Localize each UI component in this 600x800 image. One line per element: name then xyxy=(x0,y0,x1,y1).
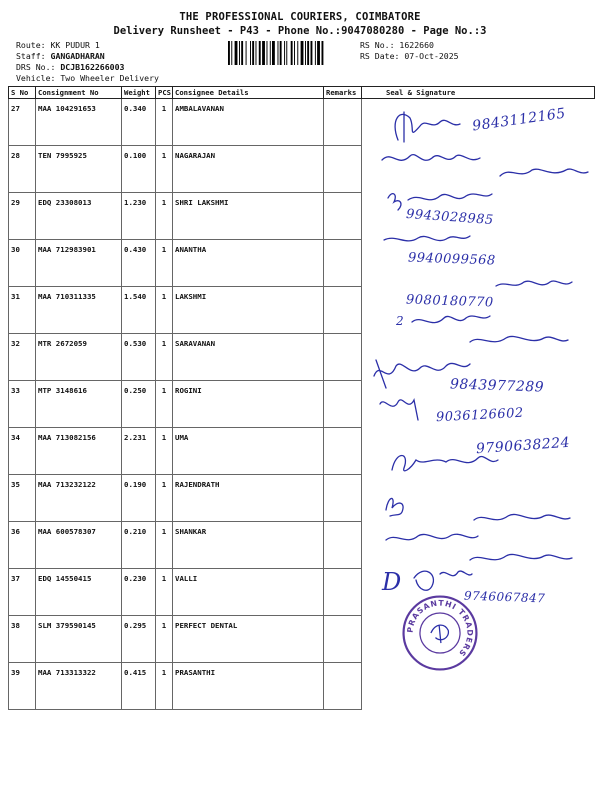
cell-pcs: 1 xyxy=(156,146,173,193)
route-label: Route: KK PUDUR 1 xyxy=(16,40,100,50)
barcode-bar xyxy=(241,41,243,65)
cell-consignment: MAA 712983901 xyxy=(36,240,122,287)
cell-pcs: 1 xyxy=(156,663,173,710)
barcode-bar xyxy=(250,41,251,65)
cell-sno: 31 xyxy=(9,287,36,334)
table-row xyxy=(9,522,595,569)
handwritten-s38-mark: D xyxy=(382,568,402,596)
cell-remarks xyxy=(324,240,362,287)
barcode-bar xyxy=(235,41,238,65)
cell-consignment: EDQ 14550415 xyxy=(36,569,122,616)
drs-line xyxy=(16,62,124,73)
drs-label: DRS No.: xyxy=(16,62,61,72)
barcode-bar xyxy=(280,41,282,65)
cell-pcs: 1 xyxy=(156,334,173,381)
cell-weight: 0.210 xyxy=(122,522,156,569)
cell-weight: 2.231 xyxy=(122,428,156,475)
cell-signature xyxy=(362,475,595,522)
table-row xyxy=(9,616,595,663)
cell-sno: 36 xyxy=(9,522,36,569)
cell-sno: 34 xyxy=(9,428,36,475)
cell-sno: 28 xyxy=(9,146,36,193)
barcode-bar xyxy=(311,41,313,65)
cell-sno: 35 xyxy=(9,475,36,522)
cell-remarks xyxy=(324,522,362,569)
cell-consignment: MAA 713232122 xyxy=(36,475,122,522)
col-header-sno: S No xyxy=(9,87,36,99)
col-header-consignee: Consignee Details xyxy=(173,87,324,99)
cell-consignee: AMBALAVANAN xyxy=(173,99,324,146)
cell-sno: 38 xyxy=(9,616,36,663)
cell-pcs: 1 xyxy=(156,522,173,569)
barcode-bar xyxy=(297,41,298,65)
cell-consignee: SHRI LAKSHMI xyxy=(173,193,324,240)
cell-consignment: SLM 379590145 xyxy=(36,616,122,663)
col-header-remarks: Remarks xyxy=(324,87,362,99)
cell-consignee: SHANKAR xyxy=(173,522,324,569)
table-row xyxy=(9,663,595,710)
table-row xyxy=(9,334,595,381)
cell-remarks xyxy=(324,99,362,146)
barcode-bar xyxy=(272,41,275,65)
cell-consignment: MTR 2672059 xyxy=(36,334,122,381)
barcode-bar xyxy=(317,41,320,65)
drs-number: DCJB162266003 xyxy=(60,62,125,72)
cell-weight: 0.100 xyxy=(122,146,156,193)
barcode-image xyxy=(228,41,354,65)
cell-remarks xyxy=(324,475,362,522)
col-header-weight: Weight xyxy=(122,87,156,99)
seal-text: PRASANTHI TRADERS xyxy=(405,598,475,659)
cell-consignment: MAA 713313322 xyxy=(36,663,122,710)
barcode-bar xyxy=(294,41,295,65)
handwritten-s31-phone: 9080180770 xyxy=(405,292,494,311)
barcode-bar xyxy=(228,41,230,65)
staff-line xyxy=(16,51,105,62)
handwritten-s34-phone: 9036126602 xyxy=(435,405,525,426)
barcode-bar xyxy=(270,41,271,65)
rs-number: RS No.: 1622660 xyxy=(360,40,434,50)
cell-pcs: 1 xyxy=(156,475,173,522)
runsheet-table xyxy=(8,86,595,710)
barcode-bar xyxy=(256,41,257,65)
cell-remarks xyxy=(324,569,362,616)
cell-consignment: MAA 104291653 xyxy=(36,99,122,146)
cell-consignee: PERFECT DENTAL xyxy=(173,616,324,663)
cell-weight: 0.430 xyxy=(122,240,156,287)
cell-consignee: ANANTHA xyxy=(173,240,324,287)
cell-weight: 1.540 xyxy=(122,287,156,334)
vehicle-label: Vehicle: Two Wheeler Delivery xyxy=(16,73,159,83)
cell-pcs: 1 xyxy=(156,193,173,240)
cell-weight: 0.415 xyxy=(122,663,156,710)
staff-label: Staff: xyxy=(16,51,51,61)
barcode-bar xyxy=(291,41,293,65)
cell-consignment: MAA 713082156 xyxy=(36,428,122,475)
table-row xyxy=(9,287,595,334)
table-header-row xyxy=(9,87,595,99)
cell-sno: 37 xyxy=(9,569,36,616)
barcode-bar xyxy=(239,41,240,65)
cell-sno: 27 xyxy=(9,99,36,146)
cell-consignee: PRASANTHI xyxy=(173,663,324,710)
cell-sno: 29 xyxy=(9,193,36,240)
cell-consignee: ROGINI xyxy=(173,381,324,428)
col-header-pcs: PCS xyxy=(156,87,173,99)
barcode-bar xyxy=(307,41,309,65)
stamp-seal xyxy=(396,592,484,674)
cell-consignment: TEN 7995925 xyxy=(36,146,122,193)
barcode-bar xyxy=(252,41,254,65)
cell-pcs: 1 xyxy=(156,428,173,475)
handwritten-s27-phone: 9843112165 xyxy=(471,105,567,135)
cell-consignee: VALLI xyxy=(173,569,324,616)
barcode-bar xyxy=(246,41,247,65)
cell-remarks xyxy=(324,616,362,663)
runsheet-subtitle: Delivery Runsheet - P43 - Phone No.:9047080280 - Page No.:3 xyxy=(113,25,487,37)
cell-pcs: 1 xyxy=(156,569,173,616)
cell-weight: 0.340 xyxy=(122,99,156,146)
handwritten-s33-phone: 9843977289 xyxy=(449,376,545,396)
cell-weight: 0.230 xyxy=(122,569,156,616)
barcode-bar xyxy=(259,41,261,65)
handwritten-s29-phone: 9943028985 xyxy=(405,206,495,229)
cell-consignee: LAKSHMI xyxy=(173,287,324,334)
handwritten-s38-phone: 9746067847 xyxy=(463,588,546,606)
barcode-bar xyxy=(315,41,316,65)
cell-signature xyxy=(362,146,595,193)
cell-pcs: 1 xyxy=(156,381,173,428)
cell-sno: 33 xyxy=(9,381,36,428)
barcode-bar xyxy=(262,41,265,65)
barcode-bar xyxy=(231,41,232,65)
table-row xyxy=(9,240,595,287)
cell-consignment: MAA 710311335 xyxy=(36,287,122,334)
barcode-bar xyxy=(301,41,304,65)
cell-weight: 0.250 xyxy=(122,381,156,428)
cell-signature xyxy=(362,334,595,381)
barcode-bar xyxy=(305,41,306,65)
table-row xyxy=(9,475,595,522)
cell-consignee: SARAVANAN xyxy=(173,334,324,381)
cell-pcs: 1 xyxy=(156,99,173,146)
cell-consignee: NAGARAJAN xyxy=(173,146,324,193)
barcode-bar xyxy=(267,41,268,65)
cell-remarks xyxy=(324,146,362,193)
cell-remarks xyxy=(324,663,362,710)
cell-remarks xyxy=(324,381,362,428)
col-header-consignment: Consignment No xyxy=(36,87,122,99)
rs-date: RS Date: 07-Oct-2025 xyxy=(360,51,459,61)
cell-sno: 30 xyxy=(9,240,36,287)
cell-remarks xyxy=(324,193,362,240)
runsheet-title: THE PROFESSIONAL COURIERS, COIMBATORE xyxy=(179,11,421,23)
cell-weight: 0.530 xyxy=(122,334,156,381)
handwritten-s30-phone: 9940099568 xyxy=(407,250,496,269)
cell-sno: 32 xyxy=(9,334,36,381)
barcode-bar xyxy=(286,41,287,65)
cell-signature xyxy=(362,522,595,569)
col-header-signature: Seal & Signature xyxy=(362,87,595,99)
barcode-bar xyxy=(284,41,285,65)
handwritten-s35-phone: 9790638224 xyxy=(475,434,571,458)
table-row xyxy=(9,146,595,193)
cell-consignee: RAJENDRATH xyxy=(173,475,324,522)
cell-pcs: 1 xyxy=(156,287,173,334)
cell-consignment: EDQ 23308013 xyxy=(36,193,122,240)
cell-consignee: UMA xyxy=(173,428,324,475)
cell-remarks xyxy=(324,334,362,381)
cell-remarks xyxy=(324,428,362,475)
cell-weight: 0.295 xyxy=(122,616,156,663)
cell-weight: 1.230 xyxy=(122,193,156,240)
table-row xyxy=(9,193,595,240)
cell-weight: 0.190 xyxy=(122,475,156,522)
cell-remarks xyxy=(324,287,362,334)
handwritten-s32-prefix: 2 xyxy=(396,314,405,328)
staff-name: GANGADHARAN xyxy=(50,51,105,61)
barcode-bar xyxy=(278,41,279,65)
barcode-bar xyxy=(322,41,324,65)
cell-pcs: 1 xyxy=(156,240,173,287)
cell-sno: 39 xyxy=(9,663,36,710)
cell-pcs: 1 xyxy=(156,616,173,663)
cell-consignment: MAA 600578307 xyxy=(36,522,122,569)
cell-consignment: MTP 3148616 xyxy=(36,381,122,428)
